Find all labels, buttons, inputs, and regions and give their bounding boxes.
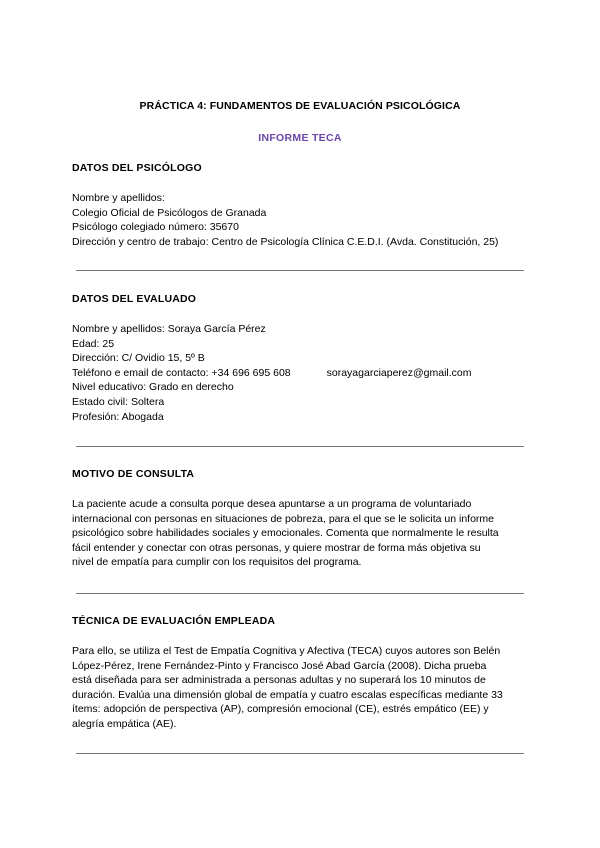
reason-line: fácil entender y conectar con otras personas, y quiere mostrar de forma más objetiva su: [72, 541, 481, 554]
technique-line: está diseñada para ser administrada a personas adultas y no superará los 10 minutos de: [72, 674, 486, 687]
reason-paragraph: [72, 497, 532, 570]
section-divider: [76, 270, 524, 271]
psychologist-address-line: Dirección y centro de trabajo: Centro de Psicología Clínica C.E.D.I. (Avda. Constitución, 25): [72, 235, 499, 248]
evaluee-contact-line: [72, 366, 532, 381]
psychologist-number-line: Psicólogo colegiado número: 35670: [72, 221, 239, 234]
section-divider: [76, 593, 524, 594]
evaluee-profession-line: Profesión: Abogada: [72, 410, 164, 423]
evaluee-phone: Teléfono e email de contacto: +34 696 695 608: [72, 366, 291, 379]
section-divider: [76, 446, 524, 447]
section-divider: [76, 753, 524, 754]
document-title: PRÁCTICA 4: FUNDAMENTOS DE EVALUACIÓN PSICOLÓGICA: [139, 100, 461, 112]
evaluee-email: sorayagarciaperez@gmail.com: [326, 366, 472, 379]
reason-line: nivel de empatía para cumplir con los requisitos del programa.: [72, 556, 362, 569]
section-evaluee: [72, 293, 532, 424]
technique-line: Para ello, se utiliza el Test de Empatía Cognitiva y Afectiva (TECA) cuyos autores son Belén: [72, 645, 501, 657]
reason-line: La paciente acude a consulta porque desea apuntarse a un programa de voluntariado: [72, 498, 472, 510]
technique-line: ítems: adopción de perspectiva (AP), compresión emocional (CE), estrés empático (EE) y: [72, 703, 489, 716]
section-heading-reason: MOTIVO DE CONSULTA: [72, 468, 195, 480]
evaluee-address-line: Dirección: C/ Ovidio 15, 5º B: [72, 352, 205, 365]
psychologist-name-line: Nombre y apellidos:: [72, 192, 165, 204]
evaluee-age-line: Edad: 25: [72, 337, 115, 350]
technique-paragraph: [72, 644, 532, 732]
psychologist-details: [72, 191, 532, 249]
reason-line: psicológico sobre habilidades sociales y emocionales. Comenta que normalmente le resulta: [72, 527, 499, 540]
technique-line: duración. Evalúa una dimensión global de empatía y cuatro escalas específicas mediante 33: [72, 688, 503, 701]
evaluee-education-line: Nivel educativo: Grado en derecho: [72, 381, 234, 394]
evaluee-name-line: Nombre y apellidos: Soraya García Pérez: [72, 323, 266, 335]
evaluee-civil-status-line: Estado civil: Soltera: [72, 395, 165, 408]
section-technique: [72, 615, 532, 732]
section-heading-technique: TÉCNICA DE EVALUACIÓN EMPLEADA: [72, 615, 276, 627]
section-heading-psychologist: DATOS DEL PSICÓLOGO: [72, 162, 202, 174]
section-reason: [72, 468, 532, 570]
psychologist-college-line: Colegio Oficial de Psicólogos de Granada: [72, 206, 267, 219]
section-psychologist: [72, 162, 532, 249]
technique-line: López-Pérez, Irene Fernández-Pinto y Francisco José Abad García (2008). Dicha prueba: [72, 659, 487, 672]
section-heading-evaluee: DATOS DEL EVALUADO: [72, 293, 197, 305]
evaluee-details: [72, 322, 532, 424]
document-subtitle: INFORME TECA: [258, 132, 342, 144]
technique-line: alegría empática (AE).: [72, 717, 177, 730]
reason-line: internacional con personas en situaciones de pobreza, para el que se le solicita un informe: [72, 512, 495, 525]
